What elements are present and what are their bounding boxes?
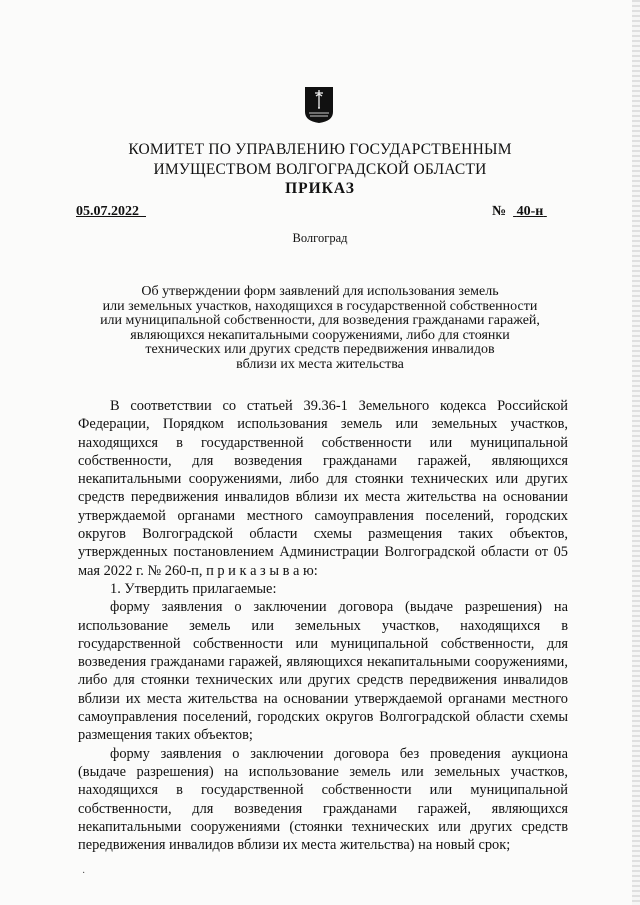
preamble-paragraph (78, 397, 568, 580)
preamble-text: В соответствии со статьей 39.36-1 Земельного кодекса Российской Федерации, Порядком использования земель или земельных участков, находящихся в государственной собственности или муниципальной собственности, для возведения гражданами гаражей, являющихся некапитальными сооружениями, либо для стоянки технических или других средств передвижения инвалидов вблизи их места жительства на основании утверждаемой органами местного самоуправления поселений, городских округов Волгоградской области схемы размещения таких объектов, утвержденных постановлением Администрации Волгоградской области от 05 мая 2022 г. № 260-п, (78, 398, 568, 579)
subject-line: технических или других средств передвижения инвалидов (145, 342, 495, 358)
document-body (78, 397, 568, 854)
item-1: 1. Утвердить прилагаемые: (110, 580, 277, 597)
org-name-line-2: ИМУЩЕСТВОМ ВОЛГОГРАДСКОЙ ОБЛАСТИ (153, 161, 487, 178)
number-text: 40-н (516, 204, 544, 219)
document-date-value: 05.07.2022 (76, 204, 139, 219)
org-name-line-1: КОМИТЕТ ПО УПРАВЛЕНИЮ ГОСУДАРСТВЕННЫМ (128, 141, 512, 158)
subject-line: вблизи их места жительства (236, 356, 404, 372)
number-value (513, 204, 547, 219)
volgograd-coat-of-arms-icon (304, 86, 334, 124)
number-label: № (492, 204, 507, 219)
document-type: ПРИКАЗ (285, 180, 355, 197)
form-1-paragraph: форму заявления о заключении договора (выдаче разрешения) на использование земель или земельных участков, находящихся в государственной собственности или муниципальной собственности, для возведения гражданами гаражей, являющихся некапитальными сооружениями, либо для стоянки технических или других средств передвижения инвалидов вблизи их места жительства на основании утверждаемой органами местного самоуправления поселений, городских округов Волгоградской области схемы размещения таких объектов; (78, 599, 568, 744)
form-2-paragraph: форму заявления о заключении договора без проведения аукциона (выдаче разрешения) на использование земель или земельных участков, находящихся в государственной собственности или муниципальной собственности, для возведения гражданами гаражей, являющихся некапитальными сооружениями (стоянки технических или других средств передвижения инвалидов вблизи их места жительства) на новый срок; (78, 745, 568, 854)
scan-speck: · (82, 868, 86, 879)
subject-line: Об утверждении форм заявлений для использования земель (141, 284, 499, 299)
subject-line: являющихся некапитальными сооружениями, либо для стоянки (130, 327, 510, 343)
scan-page-edge (632, 0, 640, 905)
city: Волгоград (292, 231, 348, 245)
document-number (492, 204, 547, 220)
subject-line: или муниципальной собственности, для возведения гражданами гаражей, (100, 313, 540, 329)
order-word: п р и к а з ы в а ю: (206, 562, 318, 579)
document-date (76, 204, 146, 220)
document-subject (70, 285, 570, 373)
subject-line: или земельных участков, находящихся в государственной собственности (102, 298, 538, 314)
